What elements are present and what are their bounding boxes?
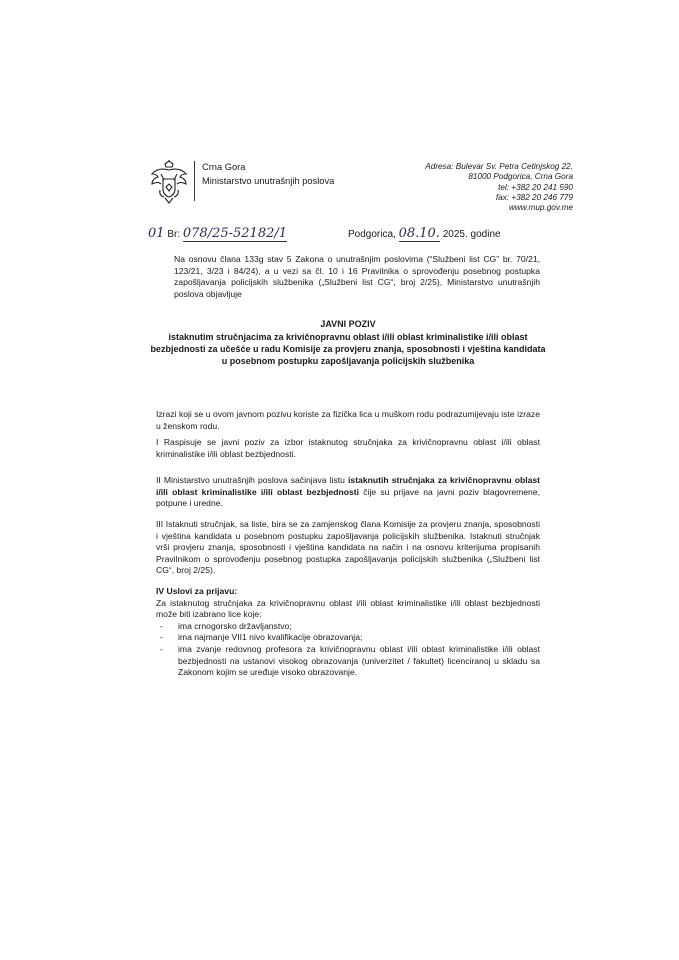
ministry-name-block (202, 160, 334, 188)
contact-address-block (425, 162, 573, 213)
list-item: - ima najmanje VII1 nivo kvalifikacije obrazovanja; (156, 632, 540, 644)
letterhead-divider (194, 161, 195, 201)
montenegro-coat-of-arms-icon (148, 160, 190, 204)
section-2-number: II (156, 475, 161, 485)
section-2-text-b: čije su prijave na javni poziv blagovremene, potpune i uredne. (156, 486, 540, 509)
fax-number: fax: +382 20 246 779 (495, 192, 573, 202)
ministry-name: Ministarstvo unutrašnjih poslova (202, 176, 335, 186)
phone-number: tel: +382 20 241 590 (498, 182, 573, 192)
section-4-lead: Za istaknutog stručnjaka za krivičnopravnu oblast i/ili oblast kriminalistike i/ili oblast bezbjednosti može biti izabrano lice koje: (156, 597, 540, 620)
section-4-heading: IV Uslovi za prijavu: (156, 586, 238, 596)
list-item: - ima crnogorsko državljanstvo; (156, 621, 540, 633)
call-subtitle: istaknutim stručnjacima za krivičnopravnu oblast i/ili oblast kriminalistike i/ili oblast bezbjednosti za učešće u radu Komisije za provjeru znanja, sposobnosti i vještina kandidata u posebnom postupku zapošljavanja policijskih službenika (150, 332, 546, 367)
reference-number-handwritten: 078/25-52182/1 (182, 226, 288, 241)
reference-number (148, 226, 287, 242)
intro-paragraph: Na osnovu člana 133g stav 5 Zakona o unutrašnjim poslovima (“Službeni list CG” br. 70/21, 123/21, 3/23 i 84/24), a u vezi sa čl. 10 i 16 Pravilnika o sprovođenju posebnog postupka zapošljavanja policijskih službenika („Službeni list CG“, broj 2/25), Ministarstvo unutrašnjih poslova objavljuje (174, 254, 540, 299)
list-item: - ima zvanje redovnog profesora za krivičnopravnu oblast i/ili oblast kriminalistike i/ili oblast bezbjednosti na ustanovi visokog obrazovanja (univerzitet / fakultet) licenciranoj u skladu sa Zakonom kojim se uređuje visoko obrazovanje. (156, 644, 540, 679)
section-3-number: III (156, 519, 164, 529)
country-name: Crna Gora (202, 162, 246, 172)
document-date (348, 226, 501, 242)
section-3-text: Istaknuti stručnjak, sa liste, bira se za zamjenskog člana Komisije za provjeru znanja, sposobnosti i vještina kandidata u posebnom postupku zapošljavanja policijskih službenika. Istaknuti stručnjak vrši provjeru znanja, sposobnosti i vještina kandidata na način i na osnovu kriterijuma propisanih Pravilnikom o sprovođenju posebnog postupka zapošljavanja policijskih službenika („Službeni list CG“, broj 2/25). (156, 519, 540, 576)
website-link[interactable]: www.mup.gov.me (508, 203, 573, 213)
section-2-text-bold: istaknutih stručnjaka za krivičnopravnu oblast i/ili oblast kriminalistike i/ili oblast bezbjednosti (156, 475, 541, 497)
reference-prefix-handwritten: 01 (148, 226, 165, 241)
section-1-number: I (156, 437, 159, 447)
call-title: JAVNI POZIV (320, 319, 376, 329)
date-year: 2025. godine (442, 229, 501, 240)
section-3 (156, 519, 540, 577)
section-2-text-a: Ministarstvo unutrašnjih poslova sačinjava listu (163, 475, 345, 485)
section-2 (156, 475, 540, 510)
address-line: Adresa: Bulevar Sv. Petra Cetinjskog 22, (425, 162, 573, 171)
section-1 (156, 437, 540, 460)
gender-note: Izrazi koji se u ovom javnom pozivu koriste za fizička lica u muškom rodu podrazumijevaju iste izraze u ženskom rodu. (156, 409, 540, 431)
date-handwritten: 08.10. (398, 226, 440, 241)
date-place: Podgorica, (348, 229, 396, 240)
address-city: 81000 Podgorica, Crna Gora (468, 172, 573, 182)
conditions-list (156, 621, 540, 679)
reference-label: Br: (167, 229, 181, 240)
section-1-text: Raspisuje se javni poziv za izbor istaknutog stručnjaka za krivičnopravnu oblast i/ili oblast kriminalistike i/ili oblast bezbjednosti. (156, 437, 540, 459)
section-4 (156, 586, 540, 679)
